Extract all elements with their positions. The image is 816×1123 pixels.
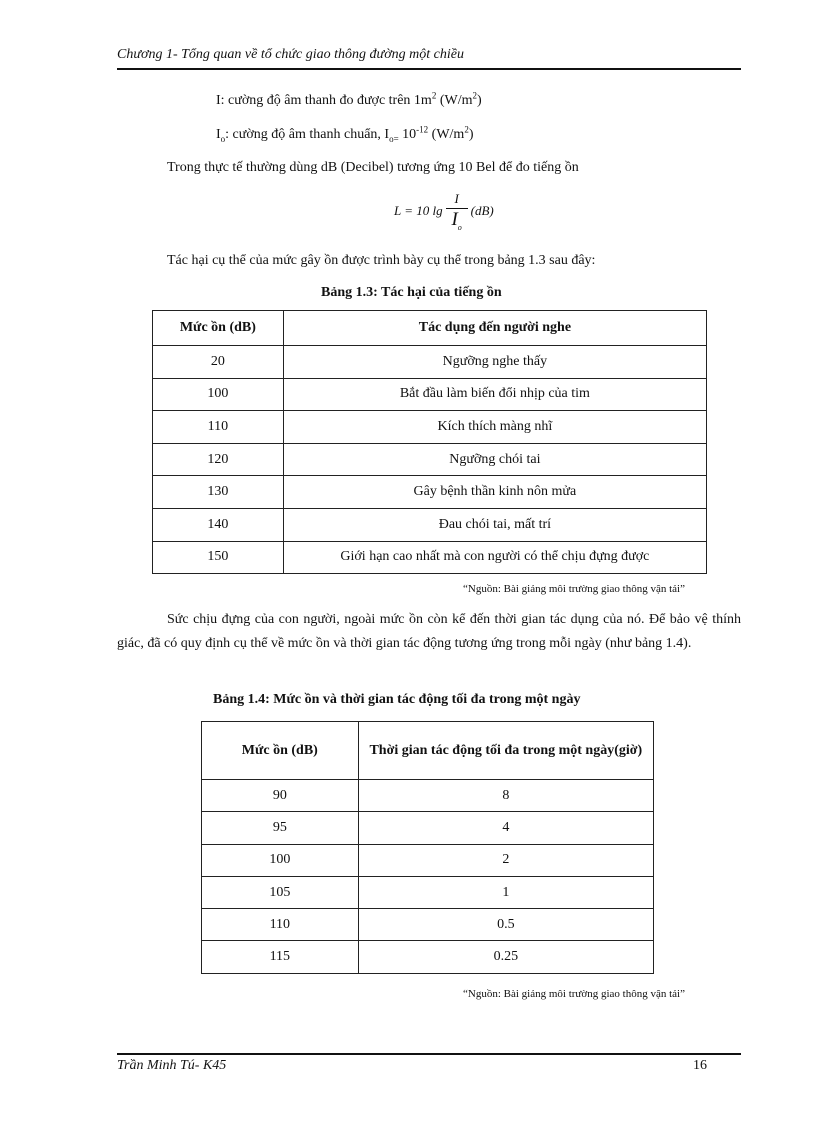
table-cell: 130 (153, 476, 284, 509)
column-header: Mức ồn (dB) (153, 311, 284, 346)
table-cell: 120 (153, 443, 284, 476)
table-row (153, 346, 707, 379)
table-cell: 95 (202, 812, 359, 844)
table-cell: 115 (202, 941, 359, 973)
table-row (202, 876, 654, 908)
table-cell: 105 (202, 876, 359, 908)
table-cell: 8 (358, 780, 653, 812)
formula-lhs: L = 10 lg (394, 202, 443, 218)
header-divider (117, 68, 741, 70)
table-row (153, 541, 707, 574)
column-header: Mức ồn (dB) (202, 722, 359, 780)
formula-unit: (dB) (470, 202, 494, 218)
table-cell: 90 (202, 780, 359, 812)
table-cell: 0.5 (358, 909, 653, 941)
intro-line: Trong thực tế thường dùng dB (Decibel) tương ứng 10 Bel để đo tiếng ồn (167, 160, 579, 175)
table-cell: Gây bệnh thần kinh nôn mửa (283, 476, 706, 509)
table-row (202, 844, 654, 876)
definition-reference-intensity: $I_o$: cường độ âm thanh chuẩn, $I_{o=}$ $10^{-12}$ $(W/m^2)$ (216, 124, 474, 144)
exposure-paragraph: Sức chịu đựng của con người, ngoài mức ồn còn kể đến thời gian tác dụng của nó. Để bảo vệ thính giác, đã có quy định cụ thể về mức ồn và thời gian tác động tương ứng trong mỗi ngày (như bảng 1.4). (117, 612, 741, 651)
table-row (153, 508, 707, 541)
table1-source: “Nguồn: Bài giảng môi trường giao thông vận tải” (463, 583, 685, 595)
table-cell: 100 (153, 378, 284, 411)
footer-divider (117, 1053, 741, 1055)
table-cell: 110 (153, 411, 284, 444)
table-cell: Đau chói tai, mất trí (283, 508, 706, 541)
chapter-header: Chương 1- Tổng quan về tổ chức giao thông đường một chiều (117, 47, 464, 62)
table-cell: 2 (358, 844, 653, 876)
table-cell: 0.25 (358, 941, 653, 973)
table-cell: Bắt đầu làm biến đổi nhịp của tim (283, 378, 706, 411)
formula-fraction (446, 190, 468, 231)
table-cell: 100 (202, 844, 359, 876)
table-row (153, 443, 707, 476)
table2-source: “Nguồn: Bài giảng môi trường giao thông vận tải” (463, 988, 685, 1000)
table-row (202, 909, 654, 941)
table-row (202, 780, 654, 812)
formula-numerator: I (454, 191, 459, 206)
table-cell: Kích thích màng nhĩ (283, 411, 706, 444)
column-header: Tác dụng đến người nghe (283, 311, 706, 346)
table-row (153, 411, 707, 444)
formula-denominator: $I_o$ (451, 209, 462, 232)
table-row (202, 812, 654, 844)
table-cell: Ngưỡng nghe thấy (283, 346, 706, 379)
column-header: Thời gian tác động tối đa trong một ngày(giờ) (358, 722, 653, 780)
table-cell: 4 (358, 812, 653, 844)
table-cell: Ngưỡng chói tai (283, 443, 706, 476)
exposure-time-table (201, 721, 654, 974)
footer-author: Trần Minh Tú- K45 (117, 1058, 227, 1073)
page-number: 16 (693, 1058, 707, 1073)
table-row (153, 378, 707, 411)
table-cell: Giới hạn cao nhất mà con người có thể chịu đựng được (283, 541, 706, 574)
table2-caption: Bảng 1.4: Mức ồn và thời gian tác động tối đa trong một ngày (213, 692, 581, 707)
table-header-row (153, 311, 707, 346)
table-intro: Tác hại cụ thể của mức gây ồn được trình bày cụ thể trong bảng 1.3 sau đây: (167, 253, 596, 268)
table-header-row (202, 722, 654, 780)
table-cell: 110 (202, 909, 359, 941)
table-row (202, 941, 654, 973)
table-cell: 150 (153, 541, 284, 574)
table-row (153, 476, 707, 509)
table-cell: 140 (153, 508, 284, 541)
decibel-formula (394, 190, 494, 231)
table1-caption: Bảng 1.3: Tác hại của tiếng ồn (321, 285, 502, 300)
table-cell: 20 (153, 346, 284, 379)
noise-effects-table (152, 310, 707, 574)
definition-intensity: I: cường độ âm thanh đo được trên $1m^2$ $(W/m^2)$ (216, 90, 482, 108)
table-cell: 1 (358, 876, 653, 908)
